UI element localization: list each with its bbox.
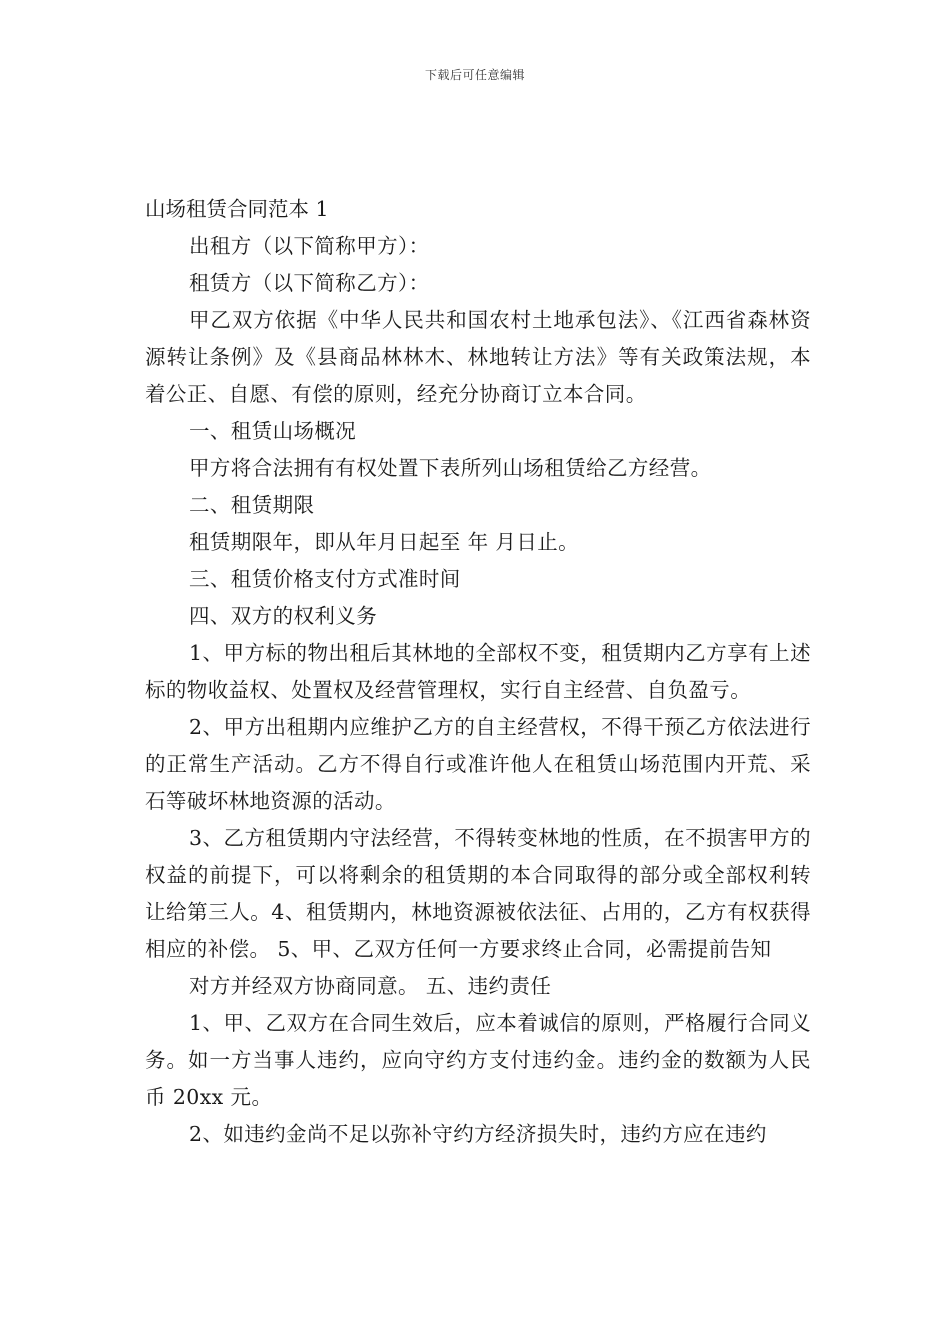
paragraph: 租赁期限年，即从年月日起至 年 月日止。 <box>189 530 580 554</box>
section-heading-1: 一、租赁山场概况 <box>189 419 357 443</box>
document-body <box>145 191 811 1153</box>
paragraph-clause: 2、甲方出租期内应维护乙方的自主经营权，不得干预乙方依法进行的正常生产活动。乙方不得自行或准许他人在租赁山场范围内开荒、采石等破坏林地资源的活动。 <box>145 715 811 813</box>
paragraph: 甲方将合法拥有有权处置下表所列山场租赁给乙方经营。 <box>189 456 712 480</box>
paragraph-lessee: 租赁方（以下简称乙方）： <box>189 271 430 295</box>
section-heading-3: 三、租赁价格支付方式准时间 <box>189 567 461 591</box>
paragraph-clause: 3、乙方租赁期内守法经营，不得转变林地的性质，在不损害甲方的权益的前提下，可以将剩余的租赁期的本合同取得的部分或全部权利转让给第三人。4、租赁期内，林地资源被依法征、占用的，乙方有权获得相应的补偿。 5、甲、乙双方任何一方要求终止合同，必需提前告知 <box>145 826 811 961</box>
paragraph-clause: 1、甲方标的物出租后其林地的全部权不变，租赁期内乙方享有上述标的物收益权、处置权及经营管理权，实行自主经营、自负盈亏。 <box>145 641 811 702</box>
document-title: 山场租赁合同范本 1 <box>145 197 329 221</box>
header-note: 下载后可任意编辑 <box>424 68 525 82</box>
paragraph: 对方并经双方协商同意。 五、违约责任 <box>189 974 552 998</box>
paragraph-preamble: 甲乙双方依据《中华人民共和国农村土地承包法》、《江西省森林资源转让条例》及《县商品林林木、林地转让方法》等有关政策法规，本着公正、自愿、有偿的原则，经充分协商订立本合同。 <box>145 308 811 406</box>
paragraph-lessor: 出租方（以下简称甲方）： <box>189 234 430 258</box>
paragraph-clause: 1、甲、乙双方在合同生效后，应本着诚信的原则，严格履行合同义务。如一方当事人违约，应向守约方支付违约金。违约金的数额为人民币 20xx 元。 <box>145 1011 811 1109</box>
section-heading-4: 四、双方的权利义务 <box>189 604 378 628</box>
paragraph-clause: 2、如违约金尚不足以弥补守约方经济损失时，违约方应在违约 <box>189 1122 767 1146</box>
section-heading-2: 二、租赁期限 <box>189 493 315 517</box>
